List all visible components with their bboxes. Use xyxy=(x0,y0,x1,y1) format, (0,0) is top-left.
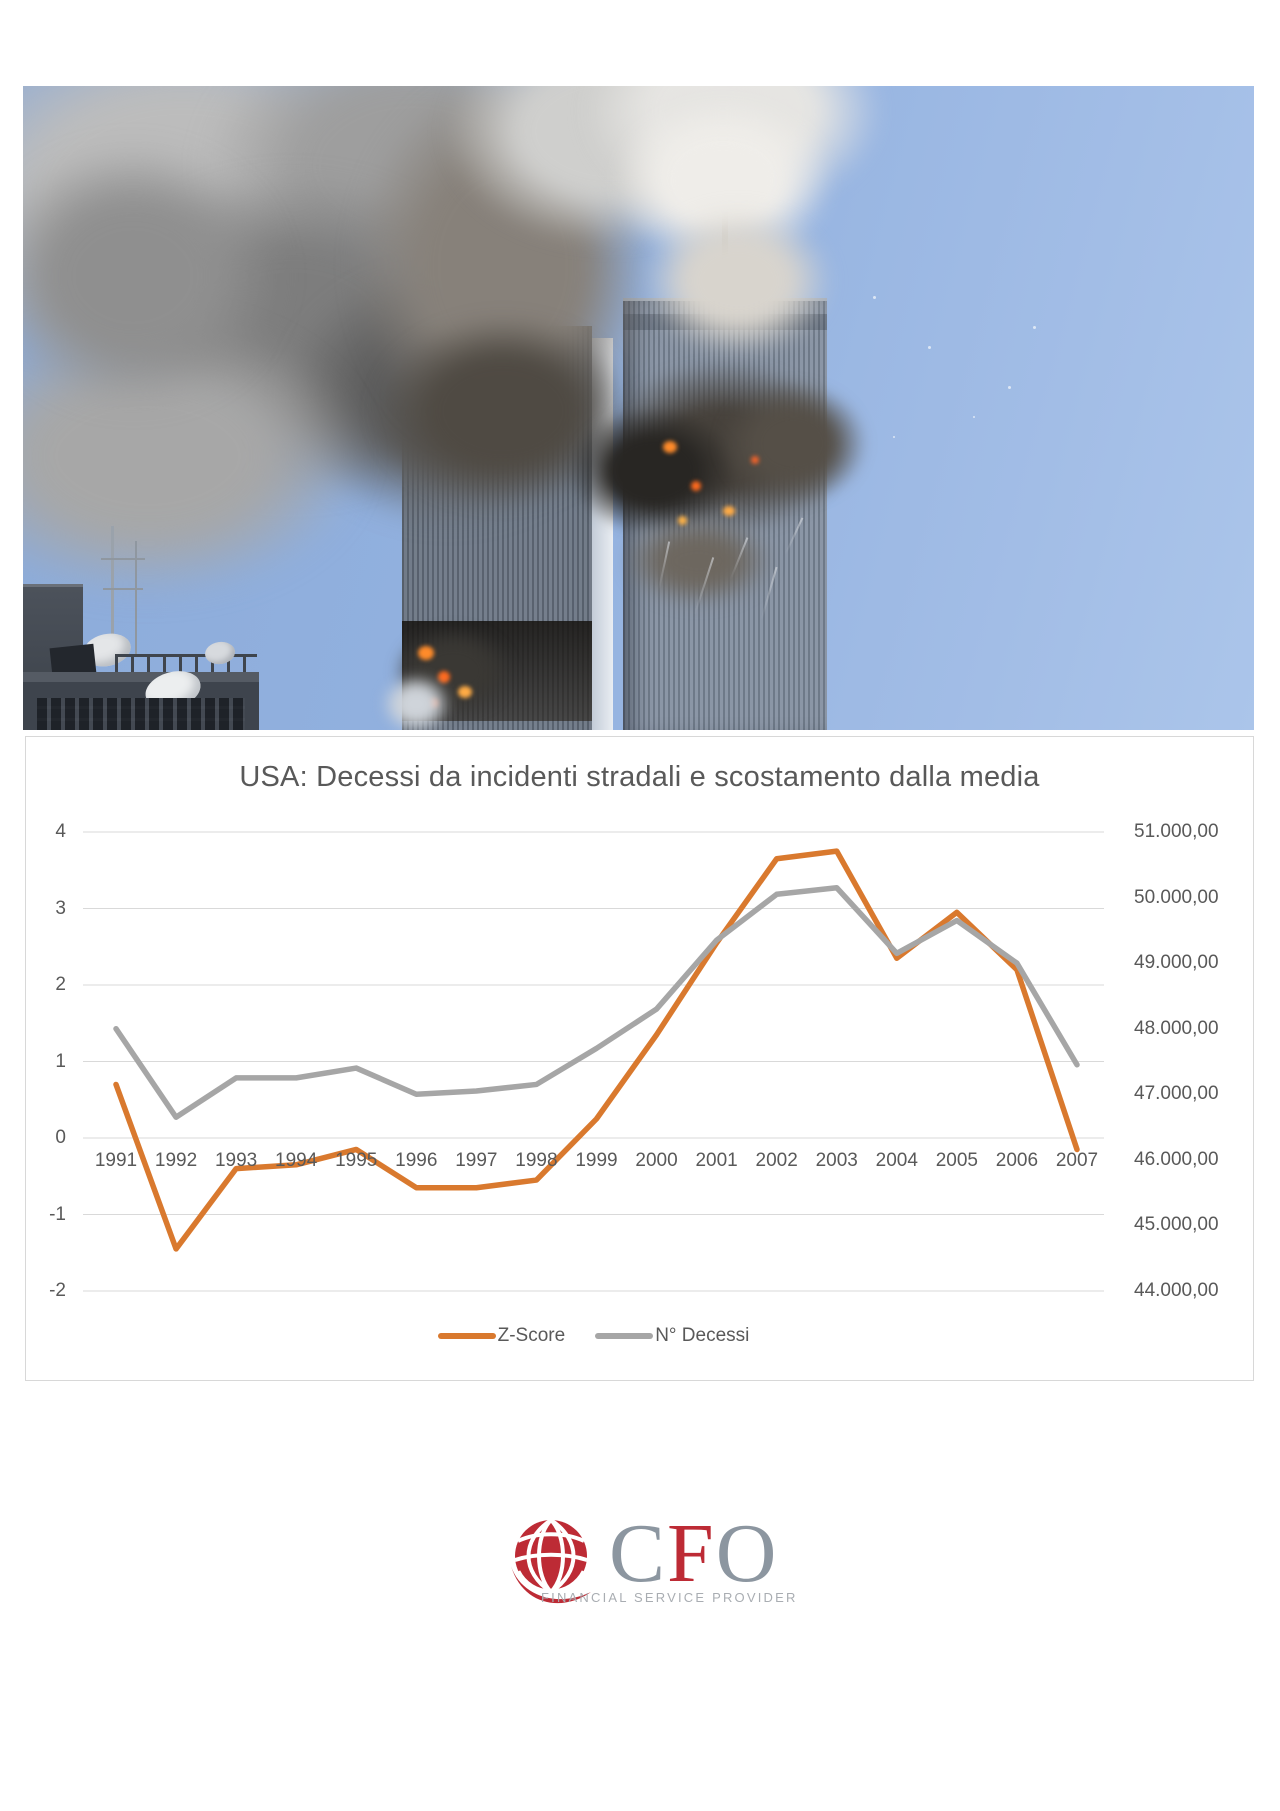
legend-item xyxy=(595,1325,749,1347)
axis-label: 1996 xyxy=(395,1150,438,1171)
fire-glow xyxy=(663,441,677,453)
chart-legend xyxy=(26,1325,1161,1347)
impact-smoke xyxy=(718,381,868,506)
fire-glow xyxy=(723,506,735,516)
axis-label: -2 xyxy=(49,1280,66,1301)
series-n-decessi xyxy=(116,888,1077,1118)
fire-glow xyxy=(751,456,759,464)
axis-label: 3 xyxy=(55,897,66,919)
axis-label: 1995 xyxy=(335,1150,378,1171)
axis-label: 0 xyxy=(55,1127,66,1148)
logo-letter-o: O xyxy=(715,1507,779,1600)
axis-label: 49.000,00 xyxy=(1134,952,1219,974)
axis-label: 4 xyxy=(55,821,66,842)
axis-label: 2002 xyxy=(755,1150,798,1171)
legend-label: N° Decessi xyxy=(655,1325,750,1346)
impact-smoke xyxy=(623,516,773,606)
logo-letter-c: C xyxy=(609,1507,668,1600)
axis-label: 44.000,00 xyxy=(1134,1280,1219,1301)
fire-glow xyxy=(678,516,687,525)
axis-label: 2004 xyxy=(875,1150,918,1171)
chart-panel xyxy=(25,736,1254,1381)
rooftop-antenna-bar xyxy=(103,588,143,590)
axis-label: 1992 xyxy=(154,1150,198,1171)
logo-letter-f: F xyxy=(667,1507,716,1600)
axis-label: 51.000,00 xyxy=(1134,821,1219,842)
fire-glow xyxy=(691,481,701,491)
debris-speck xyxy=(973,416,975,418)
rooftop-antenna-bar xyxy=(101,558,145,560)
legend-label: Z-Score xyxy=(497,1325,566,1346)
cfo-wordmark xyxy=(609,1508,778,1600)
legend-swatch xyxy=(438,1333,496,1339)
debris-speck xyxy=(1033,326,1036,329)
axis-label: 2005 xyxy=(935,1150,979,1171)
logo-tagline: FINANCIAL SERVICE PROVIDER xyxy=(541,1590,798,1605)
building-windows xyxy=(37,698,245,730)
legend-item xyxy=(438,1325,566,1347)
chart-title: USA: Decessi da incidenti stradali e scostamento dalla media xyxy=(239,761,1040,793)
axis-label: 47.000,00 xyxy=(1134,1083,1219,1105)
axis-label: 1997 xyxy=(455,1150,498,1171)
axis-label: 2006 xyxy=(995,1150,1039,1171)
axis-label: 50.000,00 xyxy=(1134,886,1219,908)
axis-label: 1993 xyxy=(214,1150,258,1171)
axis-label: 2007 xyxy=(1055,1150,1099,1171)
smoke-white xyxy=(643,206,833,356)
axis-label: 48.000,00 xyxy=(1134,1017,1219,1039)
fire-glow xyxy=(418,646,434,660)
axis-label: 46.000,00 xyxy=(1134,1148,1219,1170)
axis-label: 1999 xyxy=(575,1150,618,1171)
debris-speck xyxy=(873,296,876,299)
debris-speck xyxy=(893,436,895,438)
line-chart xyxy=(26,737,1253,1380)
axis-label: 2001 xyxy=(695,1150,738,1171)
axis-label: 2003 xyxy=(815,1150,858,1171)
axis-label: 1991 xyxy=(94,1150,138,1171)
axis-label: 1 xyxy=(55,1050,66,1072)
axis-label: 1994 xyxy=(275,1150,318,1171)
axis-label: 2 xyxy=(55,974,66,995)
debris-speck xyxy=(1008,386,1011,389)
axis-label: -1 xyxy=(49,1203,66,1225)
dust-puff xyxy=(381,674,451,730)
axis-label: 45.000,00 xyxy=(1134,1214,1219,1236)
debris-speck xyxy=(928,346,931,349)
wtc-photo xyxy=(23,86,1254,730)
fire-glow xyxy=(458,686,472,698)
axis-label: 1998 xyxy=(515,1150,558,1171)
legend-swatch xyxy=(595,1333,653,1339)
axis-label: 2000 xyxy=(635,1150,678,1171)
cfo-logo xyxy=(505,1507,805,1614)
